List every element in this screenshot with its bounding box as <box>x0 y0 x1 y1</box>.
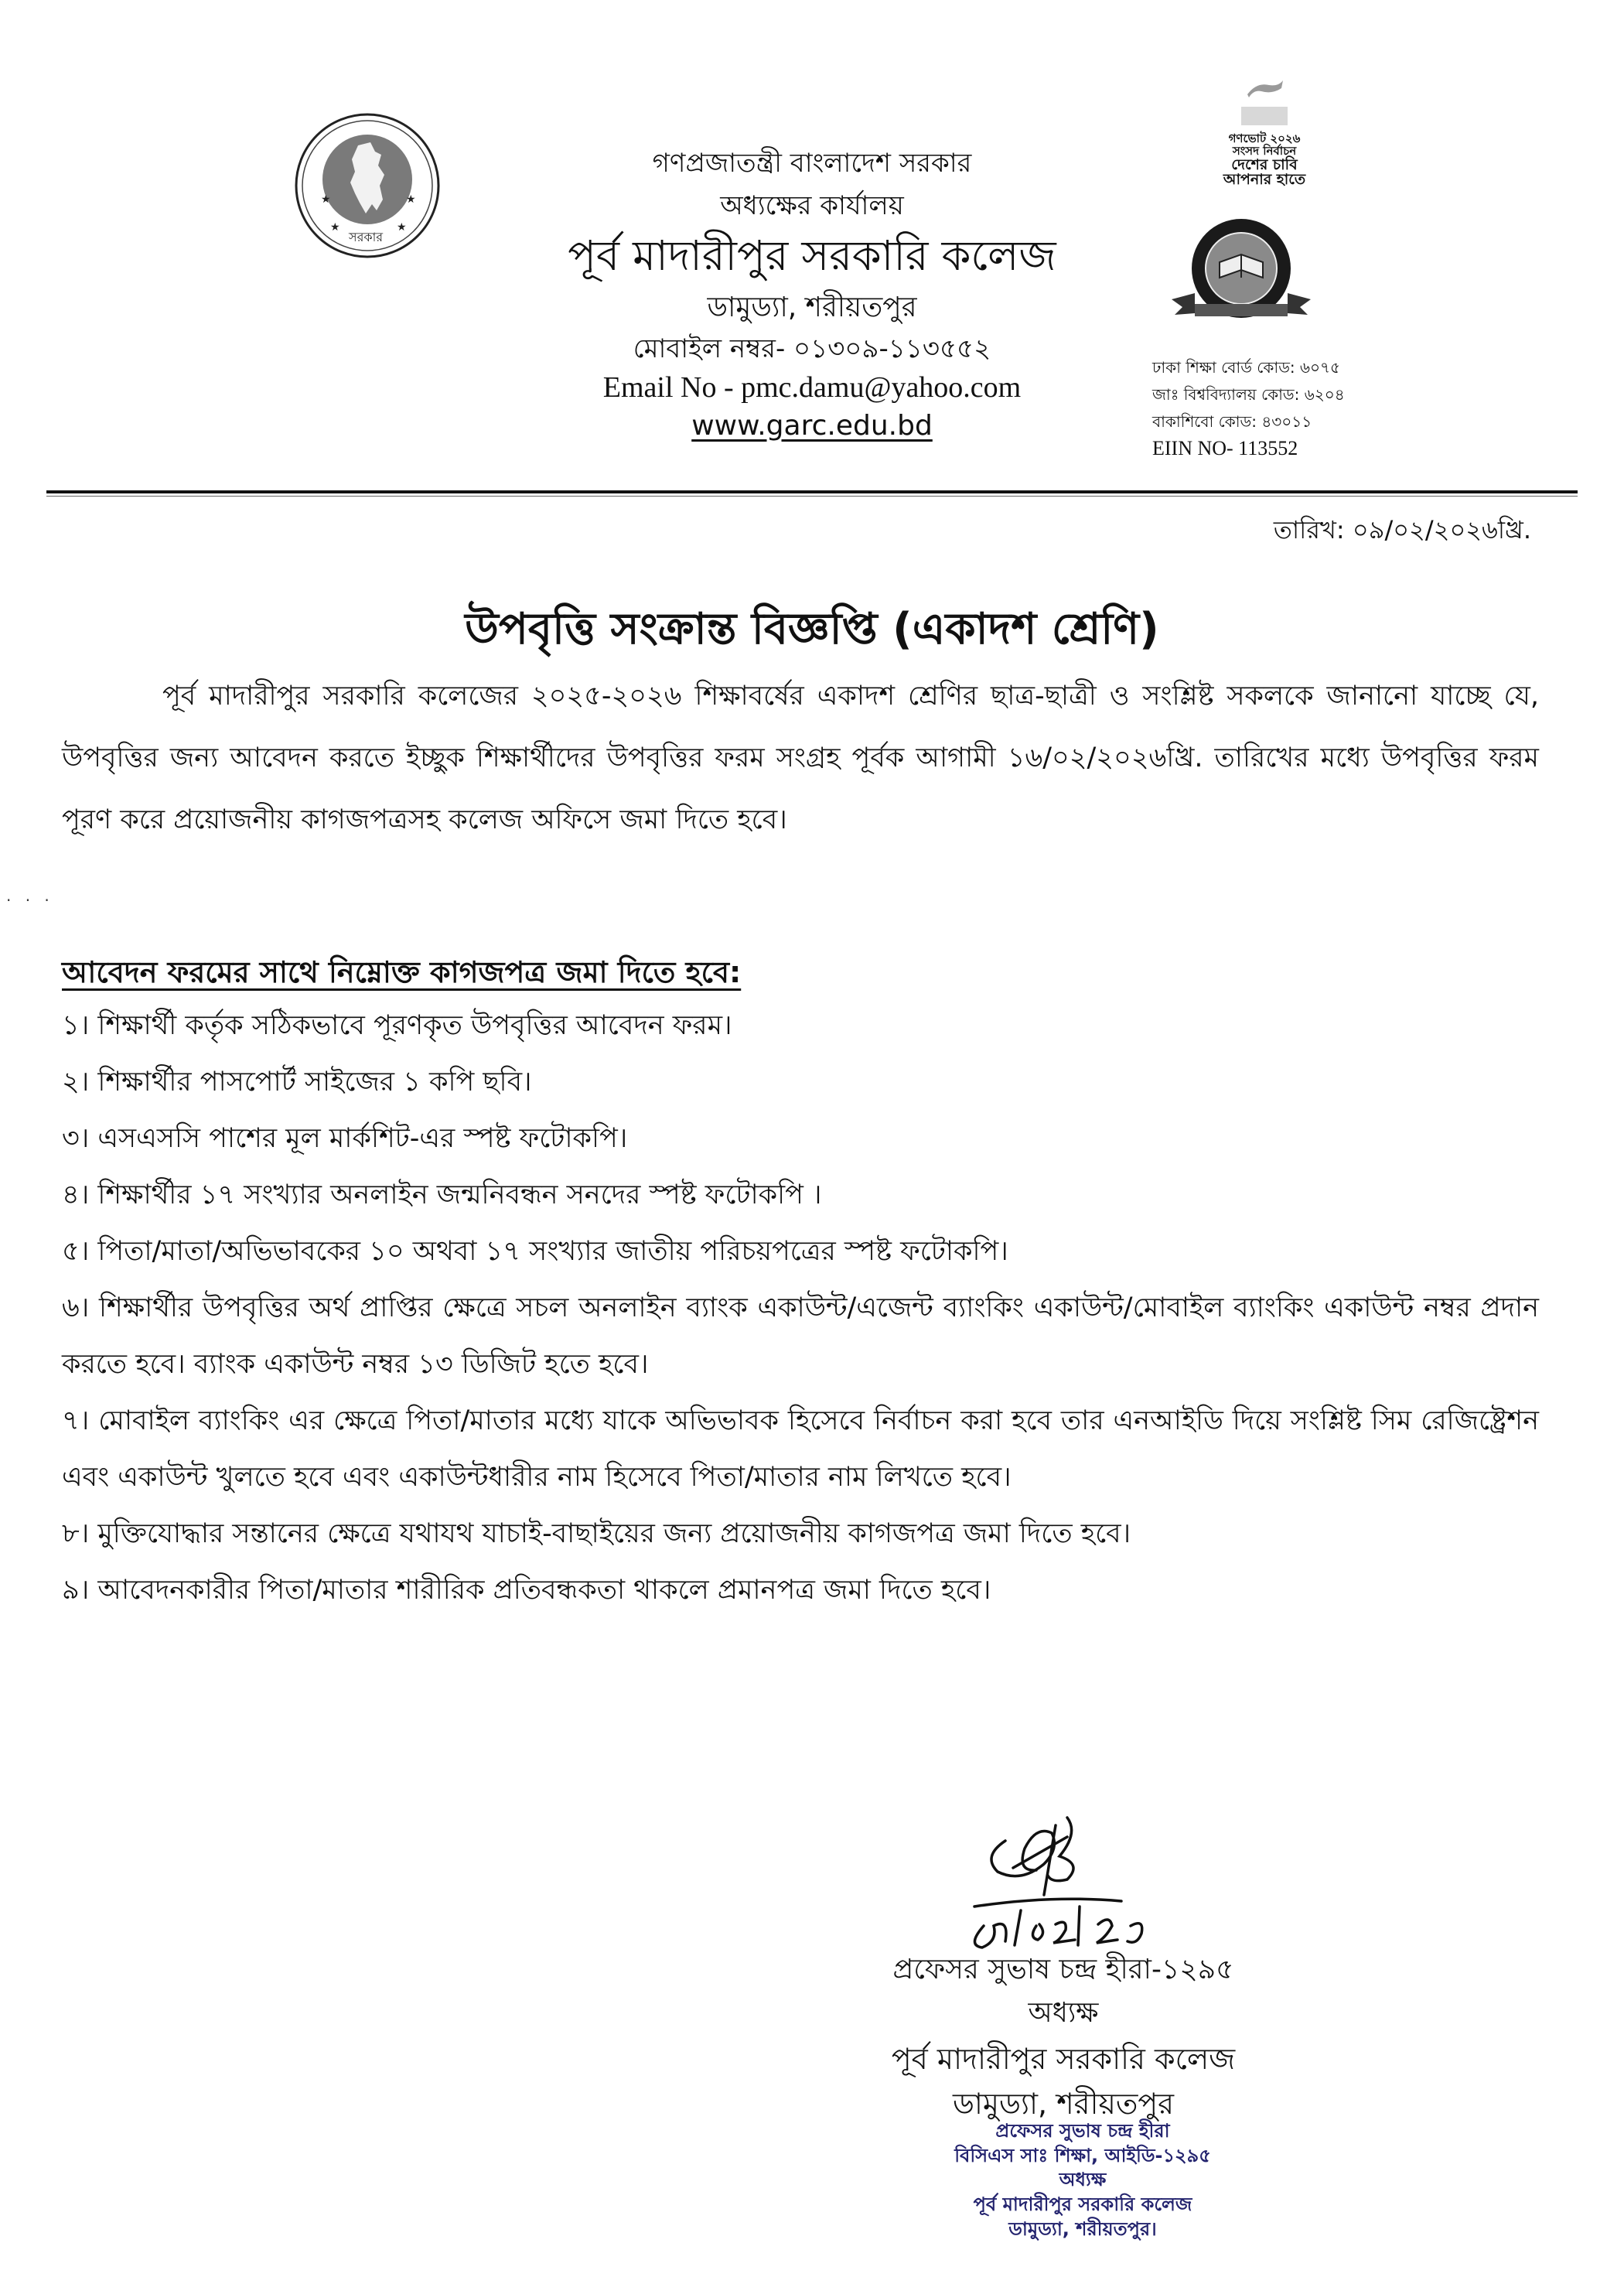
requirement-item <box>62 1054 1539 1111</box>
election-slogan-line: আপনার হাতে <box>1223 171 1306 189</box>
header-divider-thin <box>46 496 1578 497</box>
stamp-line: প্রফেসর সুভাষ চন্দ্র হীরা <box>995 2120 1170 2142</box>
institution-codes <box>1152 354 1477 462</box>
election-slogan-line: গণভোট ২০২৬ <box>1228 131 1301 145</box>
election-logo-box <box>1241 107 1288 125</box>
email-address: Email No - pmc.damu@yahoo.com <box>602 371 1022 404</box>
requirement-item <box>62 1393 1539 1506</box>
stamp-line: ডামুড্যা, শরীয়তপুর। <box>1008 2217 1157 2240</box>
mobile-number: মোবাইল নম্বর- ০১৩০৯-১১৩৫৫২ <box>633 333 991 364</box>
signatory-designation: অধ্যক্ষ <box>1028 1997 1099 2029</box>
requirement-number: ৩। <box>62 1123 90 1154</box>
requirement-item <box>62 1280 1539 1393</box>
requirement-number: ৫। <box>62 1236 90 1267</box>
requirements-heading: আবেদন ফরমের সাথে নিম্নোক্ত কাগজপত্র জমা দিতে হবে: <box>62 955 742 989</box>
government-name: গণপ্রজাতন্ত্রী বাংলাদেশ সরকার <box>652 148 972 179</box>
requirement-text: এসএসসি পাশের মূল মার্কশিট-এর স্পষ্ট ফটোকপি। <box>97 1123 628 1154</box>
requirement-number: ৪। <box>62 1179 90 1210</box>
requirement-item <box>62 1224 1539 1280</box>
requirement-item <box>62 1506 1539 1562</box>
college-address: ডামুড্যা, শরীয়তপুর <box>707 291 917 323</box>
website-link[interactable]: www.garc.edu.bd <box>691 409 933 442</box>
office-name: অধ্যক্ষের কার্যালয় <box>720 189 904 221</box>
technical-board-code: বাকাশিবো কোড: ৪৩০১১ <box>1152 412 1312 431</box>
scan-artifact: · · · <box>6 891 54 910</box>
official-stamp <box>851 2119 1315 2241</box>
requirement-text: শিক্ষার্থীর পাসপোর্ট সাইজের ১ কপি ছবি। <box>97 1067 532 1098</box>
notice-paragraph: পূর্ব মাদারীপুর সরকারি কলেজের ২০২৫-২০২৬ শিক্ষাবর্ষের একাদশ শ্রেণির ছাত্র-ছাত্রী ও সংশ্লিষ্ট সকলকে জানানো যাচ্ছে যে, উপবৃত্তির জন্য আবেদন করতে ইচ্ছুক শিক্ষার্থীদের উপবৃত্তির ফরম সংগ্রহ পূর্বক আগামী ১৬/০২/২০২৬খ্রি. তারিখের মধ্যে উপবৃত্তির ফরম পূরণ করে প্রয়োজনীয় কাগজপত্রসহ কলেজ অফিসে জমা দিতে হবে। <box>62 681 1539 835</box>
svg-text:★: ★ <box>330 221 340 234</box>
requirement-text: শিক্ষার্থীর উপবৃত্তির অর্থ প্রাপ্তির ক্ষেত্রে সচল অনলাইন ব্যাংক একাউন্ট/এজেন্ট ব্যাংকিং একাউন্ট/মোবাইল ব্যাংকিং একাউন্ট নম্বর প্রদান করতে হবে। ব্যাংক একাউন্ট নম্বর ১৩ ডিজিট হতে হবে। <box>62 1292 1539 1380</box>
eiin-number: EIIN NO- 113552 <box>1152 437 1298 459</box>
requirement-number: ২। <box>62 1067 90 1098</box>
election-slogan-line: দেশের চাবি <box>1231 155 1298 173</box>
election-badge <box>1175 77 1353 188</box>
handwritten-signature-icon <box>951 1810 1199 1953</box>
header-divider <box>46 490 1578 493</box>
college-name: পূর্ব মাদারীপুর সরকারি কলেজ <box>568 231 1056 280</box>
requirements-list <box>62 998 1539 1619</box>
requirement-number: ৭। <box>62 1405 90 1436</box>
requirement-number: ১। <box>62 1010 90 1041</box>
dhaka-board-code: ঢাকা শিক্ষা বোর্ড কোড: ৬০৭৫ <box>1152 358 1341 377</box>
requirement-item <box>62 1111 1539 1167</box>
letterhead <box>433 147 1191 443</box>
requirement-text: মোবাইল ব্যাংকিং এর ক্ষেত্রে পিতা/মাতার মধ্যে যাকে অভিভাবক হিসেবে নির্বাচন করা হবে তার এনআইডি দিয়ে সংশ্লিষ্ট সিম রেজিষ্ট্রেশন এবং একাউন্ট খুলতে হবে এবং একাউন্টধারীর নাম হিসেবে পিতা/মাতার নাম লিখতে হবে। <box>62 1405 1539 1493</box>
election-logo-icon <box>1241 77 1288 101</box>
national-university-code: জাঃ বিশ্ববিদ্যালয় কোড: ৬২০৪ <box>1152 385 1345 404</box>
requirement-text: পিতা/মাতা/অভিভাবকের ১০ অথবা ১৭ সংখ্যার জাতীয় পরিচয়পত্রের স্পষ্ট ফটোকপি। <box>97 1236 1008 1267</box>
election-slogan-line: সংসদ নির্বাচন <box>1232 143 1297 158</box>
stamp-line: পূর্ব মাদারীপুর সরকারি কলেজ <box>973 2193 1192 2216</box>
college-seal-icon <box>1164 213 1319 329</box>
signatory-address: ডামুড্যা, শরীয়তপুর <box>952 2087 1175 2122</box>
notice-title: উপবৃত্তি সংক্রান্ত বিজ্ঞপ্তি (একাদশ শ্রেণি) <box>465 604 1159 654</box>
svg-text:★: ★ <box>321 193 331 206</box>
bangladesh-government-seal-icon <box>290 108 445 263</box>
svg-text:★: ★ <box>397 221 407 234</box>
requirement-item <box>62 1562 1539 1619</box>
requirement-number: ৮। <box>62 1518 90 1549</box>
stamp-line: বিসিএস সাঃ শিক্ষা, আইডি-১২৯৫ <box>954 2144 1211 2166</box>
notice-date: তারিখ: ০৯/০২/২০২৬খ্রি. <box>1273 515 1531 544</box>
requirement-text: শিক্ষার্থীর ১৭ সংখ্যার অনলাইন জন্মনিবন্ধন সনদের স্পষ্ট ফটোকপি । <box>97 1179 822 1210</box>
requirement-text: আবেদনকারীর পিতা/মাতার শারীরিক প্রতিবন্ধকতা থাকলে প্রমানপত্র জমা দিতে হবে। <box>97 1575 991 1606</box>
requirement-number: ৬। <box>62 1292 90 1323</box>
svg-text:সরকার: সরকার <box>349 230 384 244</box>
election-slogan <box>1175 133 1353 188</box>
requirement-text: মুক্তিযোদ্ধার সন্তানের ক্ষেত্রে যথাযথ যাচাই-বাছাইয়ের জন্য প্রয়োজনীয় কাগজপত্র জমা দিতে হবে। <box>97 1518 1131 1549</box>
signatory-college: পূর্ব মাদারীপুর সরকারি কলেজ <box>891 2041 1236 2076</box>
signatory-name: প্রফেসর সুভাষ চন্দ্র হীরা-১২৯৫ <box>892 1954 1234 1985</box>
requirement-item <box>62 998 1539 1054</box>
requirement-text: শিক্ষার্থী কর্তৃক সঠিকভাবে পূরণকৃত উপবৃত্তির আবেদন ফরম। <box>97 1010 732 1041</box>
requirement-item <box>62 1167 1539 1224</box>
signatory-block <box>812 1949 1315 2126</box>
stamp-line: অধ্যক্ষ <box>1059 2169 1107 2191</box>
svg-text:★: ★ <box>406 193 416 206</box>
requirement-number: ৯। <box>62 1575 90 1606</box>
